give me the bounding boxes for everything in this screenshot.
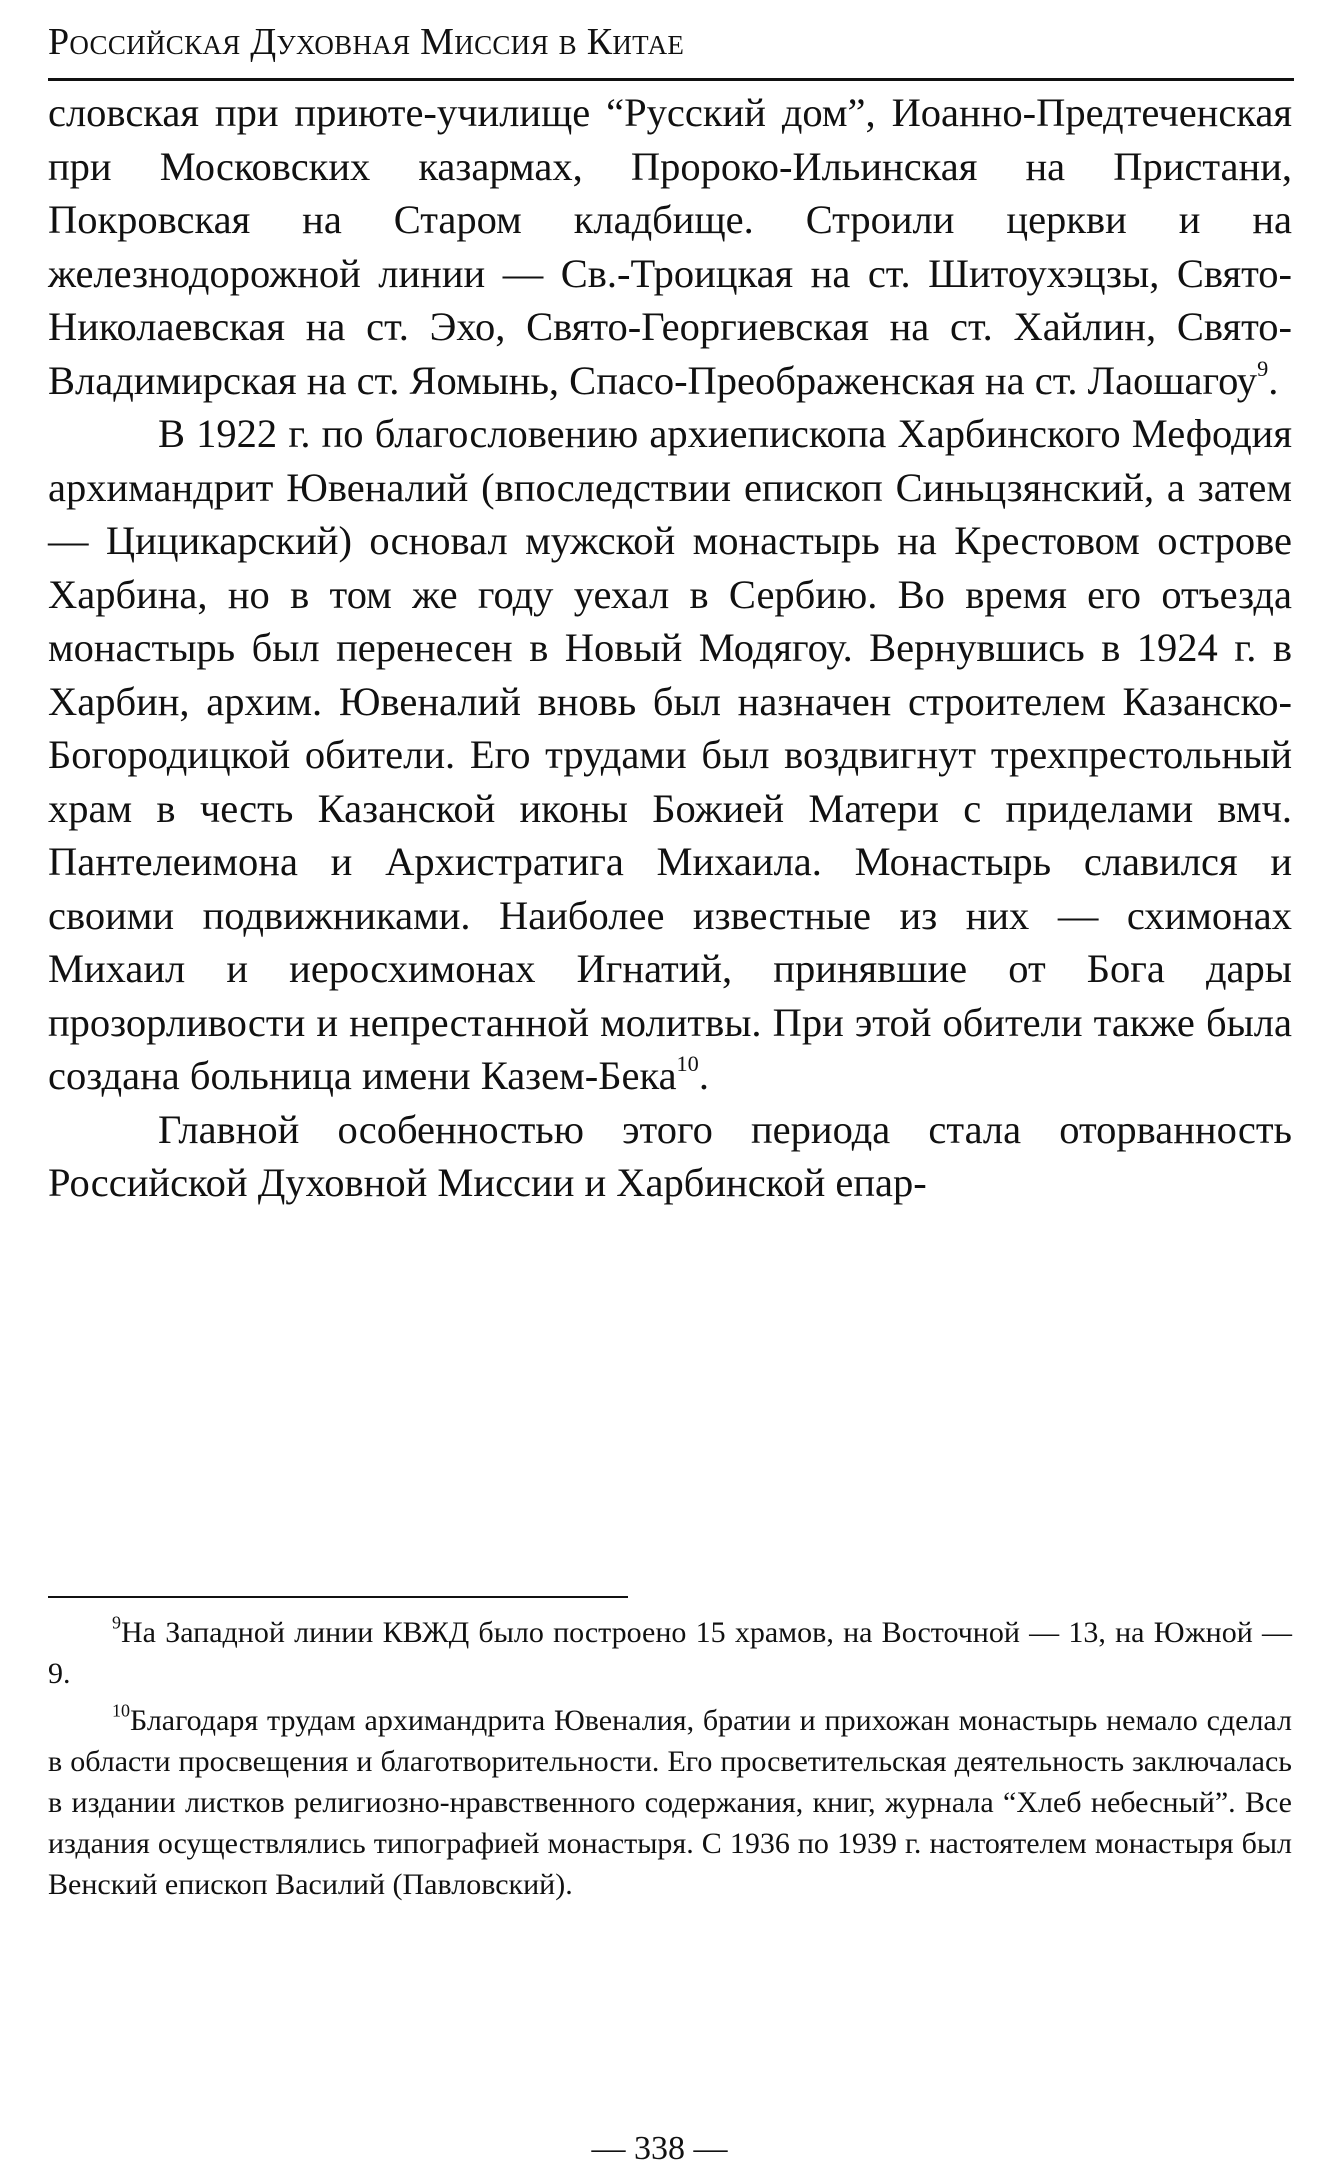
paragraph-tail: .: [698, 1053, 709, 1098]
paragraph-1: [48, 86, 1292, 407]
running-head: Российская Духовная Миссия в Китае: [48, 21, 685, 63]
paragraph-tail: .: [1268, 357, 1279, 403]
footnote-rule: [48, 1596, 628, 1598]
page-number: — 338 —: [591, 2130, 728, 2167]
paragraph-2: [48, 407, 1292, 1103]
paragraph-3: [48, 1103, 1292, 1210]
body-text: [48, 86, 1292, 1210]
footnote-mark: 9: [112, 1612, 121, 1633]
paragraph-text: В 1922 г. по благословению архиепископа Харбинского Мефодия архимандрит Ювеналий (впоследствии епископ Синьцзянский, а затем — Цицикарский) основал мужской монастырь на Крестовом острове Харбина, но в том же году уехал в Сербию. Во время его отъезда монастырь был перенесен в Новый Модягоу. Вернувшись в 1924 г. в Харбин, архим. Ювеналий вновь был назначен строителем Казанско-Богородицкой обители. Его трудами был воздвигнут трехпрестольный храм в честь Казанской иконы Божией Матери с приделами вмч. Пантелеимона и Архистратига Михаила. Монастырь славился и своими подвижниками. Наиболее известные из них — схимонах Михаил и иеросхимонах Игнатий, принявшие от Бога дары прозорливости и непрестанной молитвы. При этой обители также была создана больница имени Казем-Бека: [48, 411, 1292, 1098]
footnote-text: На Западной линии КВЖД было построено 15 храмов, на Восточной — 13, на Южной — 9.: [48, 1616, 1292, 1690]
header-rule: [48, 78, 1294, 81]
footnote-mark: 10: [112, 1700, 130, 1721]
footnote-ref-10[interactable]: 10: [676, 1051, 699, 1077]
footnote-text: Благодаря трудам архимандрита Ювеналия, братии и прихожан монастырь немало сделал в области просвещения и благотворительности. Его просветительская деятельность заключалась в издании листков религиозно-нравственного содержания, книг, журнала “Хлеб небесный”. Все издания осуществлялись типографией монастыря. С 1936 по 1939 г. настоятелем монастыря был Венский епископ Василий (Павловский).: [48, 1704, 1292, 1901]
footnote-ref-9[interactable]: 9: [1257, 355, 1269, 381]
footnotes: [48, 1612, 1292, 1911]
paragraph-text: Главной особенностью этого периода стала оторванность Российской Духовной Миссии и Харбинской епар-: [48, 1106, 1292, 1205]
footnote-10: [48, 1700, 1292, 1905]
footnote-9: [48, 1612, 1292, 1694]
paragraph-text: словская при приюте-училище “Русский дом”, Иоанно-Предтеченская при Московских казармах, Пророко-Ильинская на Пристани, Покровская на Старом кладбище. Строили церкви и на железнодорожной линии — Св.-Троицкая на ст. Шитоухэцзы, Свято-Николаевская на ст. Эхо, Свято-Георгиевская на ст. Хайлин, Свято-Владимирская на ст. Яомынь, Спасо-Преображенская на ст. Лаошагоу: [48, 90, 1292, 403]
